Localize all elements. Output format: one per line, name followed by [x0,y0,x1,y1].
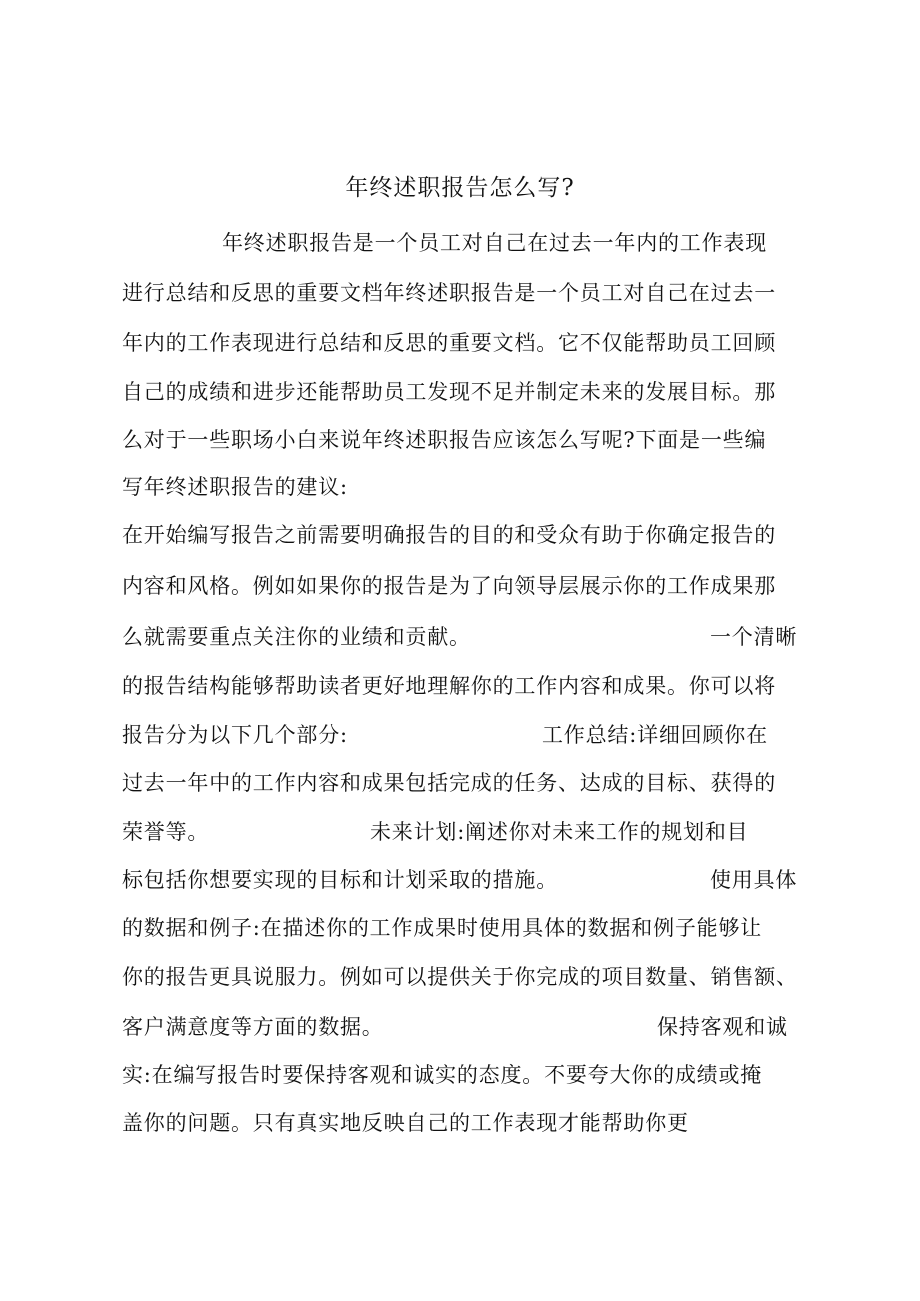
paragraph-line-fragment: 保持客观和诚 [657,1015,788,1039]
paragraph-line-fragment: 一个清晰 [710,625,798,649]
paragraph-line: 过去一年中的工作内容和成果包括完成的任务、达成的目标、获得的 [122,771,776,795]
paragraph-line: 实:在编写报告时要保持客观和诚实的态度。不要夸大你的成绩或掩 [122,1063,763,1087]
paragraph-line: 荣誉等。 [122,820,210,844]
paragraph-line: 自己的成绩和进步还能帮助员工发现不足并制定未来的发展目标。那 [122,380,776,404]
paragraph-line: 标包括你想要实现的目标和计划采取的措施。 [122,868,558,892]
paragraph-line: 年内的工作表现进行总结和反思的重要文档。它不仅能帮助员工回顾 [122,331,776,355]
paragraph-line: 内容和风格。例如如果你的报告是为了向领导层展示你的工作成果那 [122,574,776,598]
paragraph-line-fragment: 工作总结:详细回顾你在 [542,723,768,747]
paragraph-line: 么就需要重点关注你的业绩和贡献。 [122,625,471,649]
paragraph-line: 进行总结和反思的重要文档年终述职报告是一个员工对自己在过去一 [122,281,776,305]
paragraph-line: 客户满意度等方面的数据。 [122,1015,384,1039]
paragraph-line: 报告分为以下几个部分: [122,723,348,747]
paragraph-line: 年终述职报告是一个员工对自己在过去一年内的工作表现 [222,231,767,255]
paragraph-line: 的报告结构能够帮助读者更好地理解你的工作内容和成果。你可以将 [122,674,776,698]
paragraph-line: 写年终述职报告的建议: [122,475,348,499]
paragraph-line: 么对于一些职场小白来说年终述职报告应该怎么写呢?下面是一些编 [122,428,767,452]
paragraph-line: 在开始编写报告之前需要明确报告的目的和受众有助于你确定报告的 [122,523,776,547]
document-title: 年终述职报告怎么写? [345,175,575,201]
paragraph-line: 你的报告更具说服力。例如可以提供关于你完成的项目数量、销售额、 [122,965,798,989]
paragraph-line-fragment: 未来计划:阐述你对未来工作的规划和目 [370,820,749,844]
paragraph-line: 的数据和例子:在描述你的工作成果时使用具体的数据和例子能够让 [122,916,763,940]
paragraph-line-fragment: 使用具体 [710,868,798,892]
paragraph-line: 盖你的问题。只有真实地反映自己的工作表现才能帮助你更 [122,1111,689,1135]
